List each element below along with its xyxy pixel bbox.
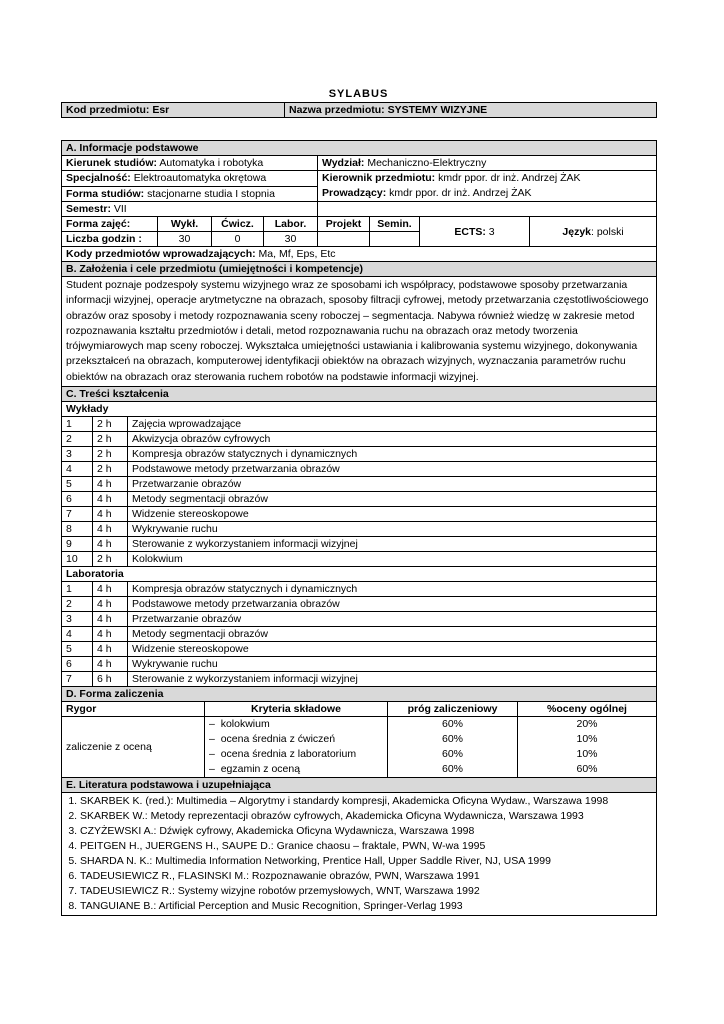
row-number: 7 [62, 672, 93, 687]
header-table [61, 102, 657, 118]
ects-cell: ECTS: 3 [420, 217, 530, 247]
table-row [62, 417, 657, 432]
row-hours: 4 h [93, 597, 128, 612]
row-hours: 4 h [93, 642, 128, 657]
row-topic: Sterowanie z wykorzystaniem informacji wizyjnej [128, 672, 657, 687]
row-hours: 2 h [93, 432, 128, 447]
row-number: 10 [62, 552, 93, 567]
literature-item: 1. SKARBEK K. (red.): Multimedia – Algorytmy i standardy kompresji, Akademicka Oficyna Wydaw., Warszawa 1998 [80, 794, 652, 809]
nazwa-przedmiotu: Nazwa przedmiotu: SYSTEMY WIZYJNE [285, 103, 657, 118]
row-hours: 4 h [93, 582, 128, 597]
row-hours: 2 h [93, 417, 128, 432]
row-topic: Zajęcia wprowadzające [128, 417, 657, 432]
literature-item: 5. SHARDA N. K.: Multimedia Information Networking, Prentice Hall, Upper Saddle River, NJ, USA 1999 [80, 854, 652, 869]
row-topic: Wykrywanie ruchu [128, 657, 657, 672]
table-row [62, 582, 657, 597]
forma-zajec-label: Forma zajęć: [62, 217, 158, 232]
row-hours: 4 h [93, 507, 128, 522]
table-row [62, 522, 657, 537]
section-b-text: Student poznaje podzespoły systemu wizyjnego wraz ze sposobami ich współpracy, podstawowe sposoby przetwarzania informacji wizyjnej, operacje arytmetyczne na obrazach, sposoby filtracji cyfrowej, metody przetwarzania częstotliwościowego obrazów oraz sposoby i metody rozpoznawania sceny roboczej – segmentacja. Nabywa również wiedzę w zakresie metod rozpoznawania kształtu przedmiotów i detali, metod rozpoznawania ruchu na obrazach oraz metody tworzenia trójwymiarowych map sceny roboczej. Wykształca umiejętności ustawiania i kalibrowania systemu wizyjnego, dokonywania przekształceń na obrazach, komputerowej identyfikacji obiektów na obrazach wizyjnych, wyznaczania parametrów ruchu obiektów na obrazach oraz sterowania ruchem robotów na podstawie informacji wizyjnej. [62, 277, 657, 387]
semestr-cell: Semestr: VII [62, 202, 318, 217]
section-d-heading: D. Forma zaliczenia [62, 687, 657, 702]
syllabus-page [61, 86, 656, 916]
kierownik-cell: Kierownik przedmiotu: kmdr ppor. dr inż. Andrzej ŻAK Prowadzący: kmdr ppor. dr inż. Andrzej ŻAK [318, 171, 657, 202]
col-ocena: %oceny ogólnej [518, 702, 657, 717]
col-wykl: Wykł. [158, 217, 212, 232]
row-hours: 2 h [93, 462, 128, 477]
literature-item: 2. SKARBEK W.: Metody reprezentacji obrazów cyfrowych, Akademicka Oficyna Wydawnicza, Warszawa 1993 [80, 809, 652, 824]
kryterium-item: – ocena średnia z laboratorium [209, 748, 357, 761]
section-b-heading: B. Założenia i cele przedmiotu (umiejętności i kompetencje) [62, 262, 657, 277]
row-hours: 2 h [93, 552, 128, 567]
row-topic: Kolokwium [128, 552, 657, 567]
row-hours: 4 h [93, 627, 128, 642]
table-row [62, 537, 657, 552]
section-a-table [61, 140, 657, 402]
table-row [62, 612, 657, 627]
kryterium-item: – kolokwium [209, 718, 270, 731]
hours-semin [370, 232, 420, 247]
col-cwicz: Ćwicz. [212, 217, 264, 232]
row-number: 1 [62, 417, 93, 432]
kierunek-cell: Kierunek studiów: Automatyka i robotyka [62, 156, 318, 171]
row-topic: Przetwarzanie obrazów [128, 477, 657, 492]
ocena-list: 20% 10% 10% 60% [518, 717, 657, 778]
row-number: 5 [62, 642, 93, 657]
table-row [62, 447, 657, 462]
table-row [62, 492, 657, 507]
table-row [62, 432, 657, 447]
kod-przedmiotu: Kod przedmiotu: Esr [62, 103, 285, 118]
specjalnosc-cell: Specjalność: Elektroautomatyka okrętowa [62, 171, 318, 187]
rygor-value: zaliczenie z oceną [62, 717, 205, 778]
hours-wykl: 30 [158, 232, 212, 247]
row-topic: Metody segmentacji obrazów [128, 492, 657, 507]
section-c-heading: C. Treści kształcenia [62, 387, 657, 402]
table-row [62, 642, 657, 657]
row-number: 6 [62, 492, 93, 507]
row-topic: Podstawowe metody przetwarzania obrazów [128, 462, 657, 477]
row-topic: Sterowanie z wykorzystaniem informacji wizyjnej [128, 537, 657, 552]
prog-list: 60% 60% 60% 60% [388, 717, 518, 778]
kryterium-item: – egzamin z oceną [209, 763, 301, 776]
row-number: 2 [62, 597, 93, 612]
row-topic: Widzenie stereoskopowe [128, 507, 657, 522]
row-number: 1 [62, 582, 93, 597]
table-row [62, 477, 657, 492]
kody-cell: Kody przedmiotów wprowadzających: Ma, Mf, Eps, Etc [62, 247, 657, 262]
row-number: 3 [62, 612, 93, 627]
row-topic: Kompresja obrazów statycznych i dynamicznych [128, 582, 657, 597]
literature-item: 4. PEITGEN H., JUERGENS H., SAUPE D.: Granice chaosu – fraktale, PWN, W-wa 1995 [80, 839, 652, 854]
row-number: 3 [62, 447, 93, 462]
row-hours: 4 h [93, 522, 128, 537]
col-rygor: Rygor [62, 702, 205, 717]
row-number: 2 [62, 432, 93, 447]
row-number: 4 [62, 627, 93, 642]
literature-item: 8. TANGUIANE B.: Artificial Perception and Music Recognition, Springer-Verlag 1993 [80, 899, 652, 914]
row-topic: Widzenie stereoskopowe [128, 642, 657, 657]
col-labor: Labor. [264, 217, 318, 232]
table-row [62, 672, 657, 687]
row-hours: 4 h [93, 612, 128, 627]
row-number: 8 [62, 522, 93, 537]
section-e-heading: E. Literatura podstawowa i uzupełniająca [62, 778, 657, 793]
col-kryteria: Kryteria składowe [205, 702, 388, 717]
row-number: 9 [62, 537, 93, 552]
row-topic: Przetwarzanie obrazów [128, 612, 657, 627]
wyklady-label: Wykłady [62, 402, 657, 417]
jezyk-cell: Język: polski [530, 217, 657, 247]
row-hours: 4 h [93, 657, 128, 672]
row-topic: Metody segmentacji obrazów [128, 627, 657, 642]
row-number: 6 [62, 657, 93, 672]
section-a-heading: A. Informacje podstawowe [62, 141, 657, 156]
table-row [62, 657, 657, 672]
col-semin: Semin. [370, 217, 420, 232]
table-row [62, 507, 657, 522]
row-hours: 4 h [93, 492, 128, 507]
hours-projekt [318, 232, 370, 247]
hours-cwicz: 0 [212, 232, 264, 247]
row-hours: 4 h [93, 537, 128, 552]
section-d-table [61, 687, 657, 916]
table-row [62, 552, 657, 567]
literature-item: 6. TADEUSIEWICZ R., FLASINSKI M.: Rozpoznawanie obrazów, PWN, Warszawa 1991 [80, 869, 652, 884]
table-row [62, 627, 657, 642]
col-projekt: Projekt [318, 217, 370, 232]
kryteria-list [205, 717, 388, 778]
row-number: 7 [62, 507, 93, 522]
col-prog: próg zaliczeniowy [388, 702, 518, 717]
row-topic: Podstawowe metody przetwarzania obrazów [128, 597, 657, 612]
forma-studiow-cell: Forma studiów: stacjonarne studia I stopnia [62, 186, 318, 202]
row-topic: Kompresja obrazów statycznych i dynamicznych [128, 447, 657, 462]
section-c-table [61, 402, 657, 687]
hours-labor: 30 [264, 232, 318, 247]
liczba-godzin-label: Liczba godzin : [62, 232, 158, 247]
wydzial-cell: Wydział: Mechaniczno-Elektryczny [318, 156, 657, 171]
kryterium-item: – ocena średnia z ćwiczeń [209, 733, 336, 746]
row-topic: Wykrywanie ruchu [128, 522, 657, 537]
row-hours: 2 h [93, 447, 128, 462]
table-row [62, 597, 657, 612]
row-hours: 6 h [93, 672, 128, 687]
table-row [62, 462, 657, 477]
literature-item: 3. CZYŻEWSKI A.: Dźwięk cyfrowy, Akademicka Oficyna Wydawnicza, Warszawa 1998 [80, 824, 652, 839]
laboratoria-label: Laboratoria [62, 567, 657, 582]
page-title: SYLABUS [328, 88, 389, 100]
literature-list [62, 793, 657, 916]
row-number: 5 [62, 477, 93, 492]
literature-item: 7. TADEUSIEWICZ R.: Systemy wizyjne robotów przemysłowych, WNT, Warszawa 1992 [80, 884, 652, 899]
row-hours: 4 h [93, 477, 128, 492]
row-number: 4 [62, 462, 93, 477]
row-topic: Akwizycja obrazów cyfrowych [128, 432, 657, 447]
